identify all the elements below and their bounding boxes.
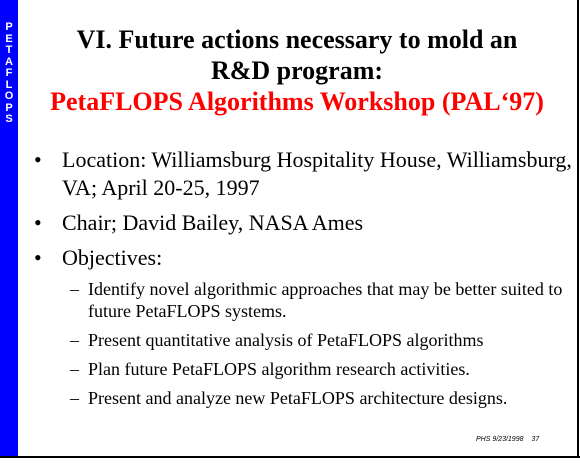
objective-text: Present and analyze new PetaFLOPS architecture designs. [88, 388, 508, 408]
objective-item [62, 358, 574, 380]
sub-bullet-marker: – [70, 388, 79, 408]
objective-text: Present quantitative analysis of PetaFLOPS algorithms [88, 330, 484, 350]
bullet-item-chair [34, 209, 574, 237]
slide-footer [476, 436, 539, 443]
sidebar-letter: A [5, 55, 13, 68]
page-number: 37 [531, 436, 540, 443]
slide-title [22, 24, 572, 117]
objective-text: Plan future PetaFLOPS algorithm research activities. [88, 359, 470, 379]
sidebar-letter: E [5, 32, 13, 45]
objective-item [62, 278, 574, 322]
sidebar-letter: F [5, 67, 13, 79]
sidebar-letter: P [5, 21, 13, 33]
objectives-sublist [62, 278, 574, 409]
sidebar-letter: O [4, 90, 14, 102]
title-line-3-workshop: PetaFLOPS Algorithms Workshop (PAL‘97) [50, 87, 544, 116]
sidebar-bar [0, 0, 18, 456]
objective-item [62, 387, 574, 409]
sidebar-letter: P [5, 101, 13, 114]
bullet-list [34, 146, 574, 416]
sidebar-letter: S [5, 113, 13, 125]
title-line-1: VI. Future actions necessary to mold an [76, 25, 518, 54]
sidebar-letter: L [5, 78, 13, 91]
bullet-item-objectives [34, 244, 574, 409]
bullet-text: Location: Williamsburg Hospitality House, Williamsburg, VA; April 20-25, 1997 [62, 147, 572, 200]
sidebar-letter: T [5, 44, 13, 56]
sidebar-vertical-label [0, 22, 18, 126]
sub-bullet-marker: – [70, 359, 79, 379]
title-line-2: R&D program: [210, 56, 384, 85]
bullet-text: Objectives: [62, 245, 163, 270]
slide-border-right [577, 0, 579, 458]
footer-code: PHS 9/23/1998 [476, 436, 524, 443]
bullet-text: Chair; David Bailey, NASA Ames [62, 210, 364, 235]
sub-bullet-marker: – [70, 330, 79, 350]
objective-text: Identify novel algorithmic approaches that may be better suited to future PetaFLOPS systems. [88, 279, 563, 321]
bullet-marker: • [34, 147, 42, 172]
bullet-marker: • [34, 210, 42, 235]
slide-border-bottom [0, 456, 580, 458]
objective-item [62, 329, 574, 351]
bullet-marker: • [34, 245, 42, 270]
sub-bullet-marker: – [70, 279, 79, 299]
bullet-item-location [34, 146, 574, 202]
